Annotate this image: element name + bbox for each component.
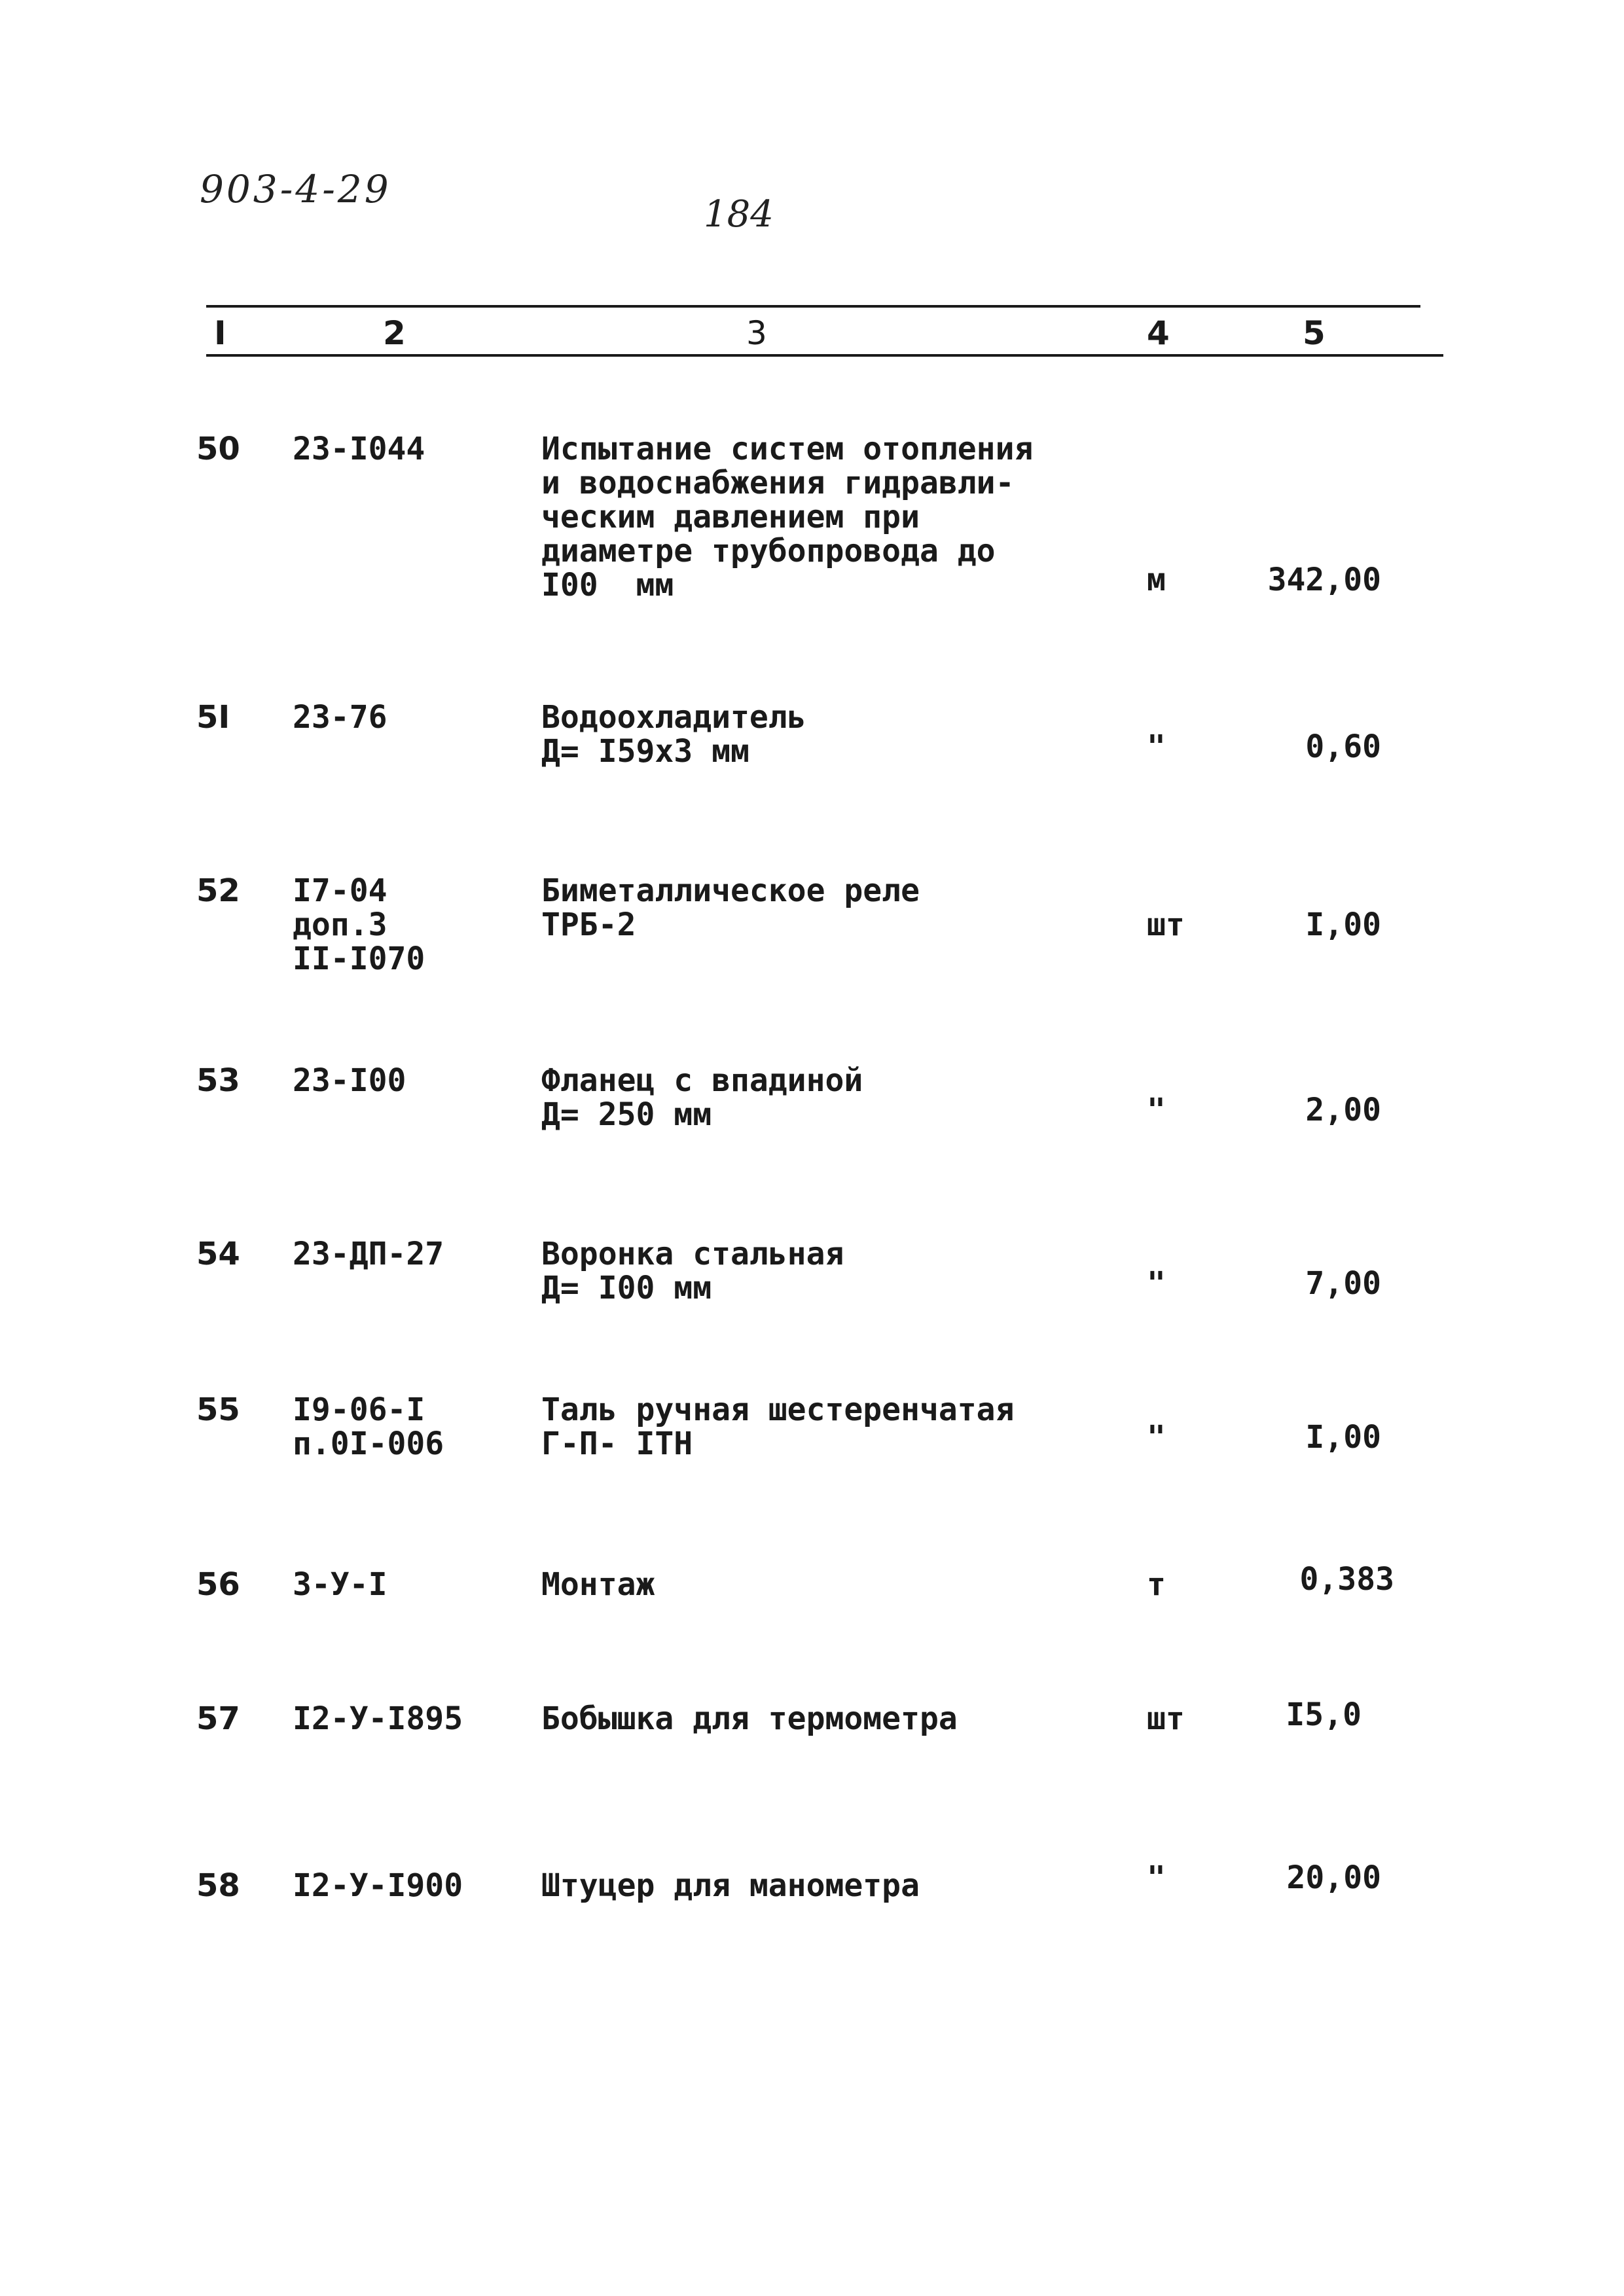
norm-code: 23-76	[293, 699, 388, 736]
column-header-3: 3	[746, 314, 767, 352]
unit: т	[1147, 1566, 1166, 1603]
quantity: 0,383	[1299, 1561, 1394, 1598]
row-number: 53	[196, 1062, 240, 1099]
quantity: 342,00	[1267, 562, 1381, 598]
quantity: 7,00	[1305, 1265, 1381, 1302]
unit: шт	[1147, 1700, 1185, 1737]
column-header-4: 4	[1147, 314, 1170, 352]
document-code: 903-4-29	[200, 167, 391, 211]
unit: м	[1147, 562, 1166, 598]
norm-code: I7-04 доп.3 II-I070	[293, 872, 425, 977]
column-header-5: 5	[1303, 314, 1326, 352]
unit: "	[1147, 1419, 1166, 1456]
norm-code: 23-ДП-27	[293, 1236, 444, 1272]
quantity: 0,60	[1305, 728, 1381, 765]
row-number: 50	[196, 431, 240, 467]
page-number: 184	[704, 193, 774, 236]
quantity: I5,0	[1286, 1696, 1362, 1733]
work-description: Воронка стальная Д= I00 мм	[541, 1236, 844, 1306]
norm-code: I9-06-I п.0I-006	[293, 1391, 444, 1462]
unit: "	[1147, 728, 1166, 765]
quantity: 20,00	[1286, 1859, 1381, 1896]
unit: "	[1147, 1092, 1166, 1128]
row-number: 56	[196, 1566, 240, 1603]
column-header-1: I	[214, 314, 226, 352]
norm-code: 23-I00	[293, 1062, 406, 1099]
norm-code: I2-У-I895	[293, 1700, 463, 1737]
work-description: Монтаж	[541, 1566, 655, 1603]
work-description: Таль ручная шестеренчатая Г-П- IТН	[541, 1391, 1015, 1462]
column-header-2: 2	[383, 314, 406, 352]
row-number: 54	[196, 1236, 240, 1272]
norm-code: 23-I044	[293, 431, 425, 467]
norm-code: 3-У-I	[293, 1566, 388, 1603]
quantity: 2,00	[1305, 1092, 1381, 1128]
work-description: Биметаллическое реле ТРБ-2	[541, 872, 920, 943]
row-number: 5I	[196, 699, 230, 736]
unit: шт	[1147, 906, 1185, 943]
unit: "	[1147, 1265, 1166, 1302]
row-number: 55	[196, 1391, 240, 1428]
unit: "	[1147, 1859, 1166, 1896]
quantity: I,00	[1305, 1419, 1381, 1456]
row-number: 57	[196, 1700, 240, 1737]
work-description: Испытание систем отопления и водоснабжения гидравли- ческим давлением при диаметре трубопровода до I00 мм	[541, 431, 1034, 603]
quantity: I,00	[1305, 906, 1381, 943]
header-rule-top	[206, 305, 1420, 308]
row-number: 52	[196, 872, 240, 909]
row-number: 58	[196, 1867, 240, 1904]
work-description: Штуцер для манометра	[541, 1867, 920, 1904]
work-description: Водоохладитель Д= I59х3 мм	[541, 699, 806, 770]
header-rule-bottom	[206, 354, 1443, 357]
norm-code: I2-У-I900	[293, 1867, 463, 1904]
work-description: Фланец с впадиной Д= 250 мм	[541, 1062, 863, 1133]
work-description: Бобышка для термометра	[541, 1700, 958, 1737]
